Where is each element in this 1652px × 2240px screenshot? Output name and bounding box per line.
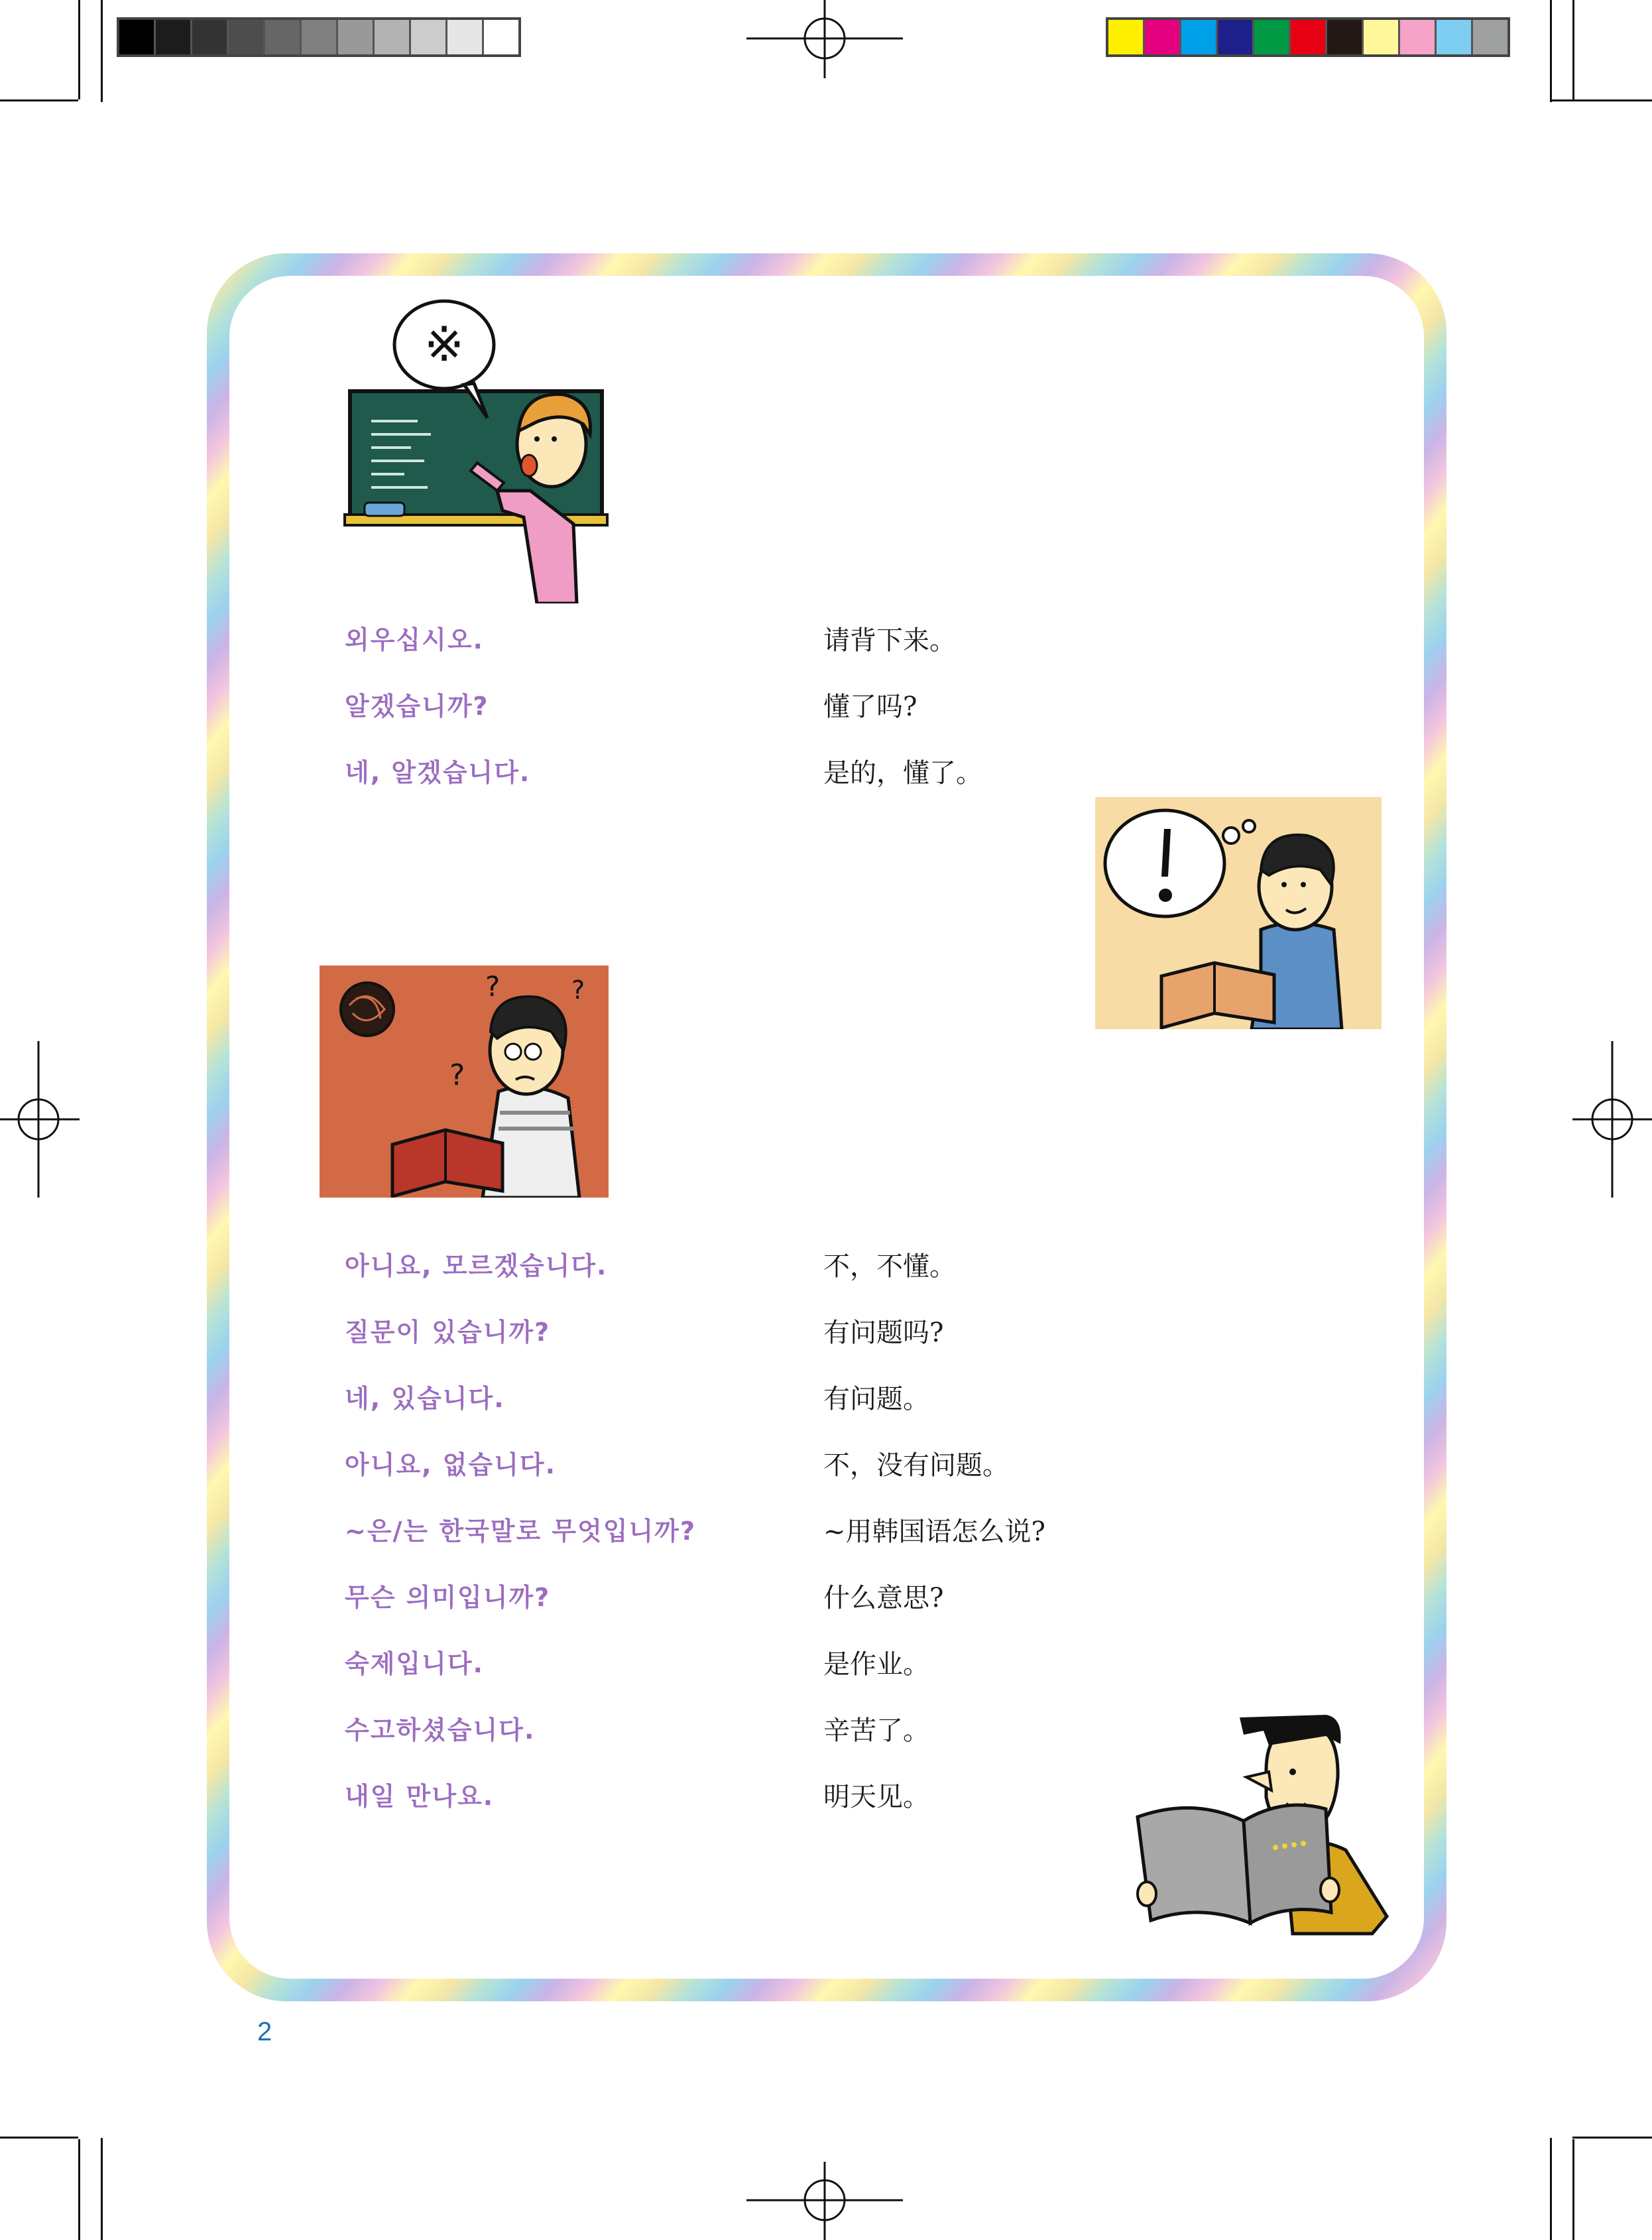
color-swatch [1108,20,1143,54]
registration-mark-right [1572,1041,1652,1198]
registration-mark-top [746,0,903,78]
color-swatch [1325,20,1362,54]
color-swatch [1398,20,1435,54]
color-swatch [1362,20,1398,54]
gray-swatch [409,20,445,54]
gray-swatch [227,20,263,54]
korean-phrase: 외우십시오. [345,625,484,654]
color-swatch [1471,20,1507,54]
chinese-translation: 是的，懂了。 [823,758,982,788]
color-swatch [1143,20,1179,54]
process-color-bar [1106,17,1510,57]
korean-phrase: 숙제입니다. [345,1649,484,1678]
gray-swatch [154,20,190,54]
gray-swatch [190,20,227,54]
svg-text:?: ? [485,970,501,1003]
svg-text:※: ※ [424,316,465,372]
color-swatch [1179,20,1216,54]
page-number: 2 [257,2017,272,2046]
grayscale-color-bar [117,17,521,57]
korean-phrase: 아니요, 모르겠습니다. [345,1251,608,1280]
student-understands-illustration [1095,797,1382,1029]
korean-phrase: 알겠습니까? [345,692,489,721]
color-swatch [1435,20,1471,54]
chinese-translation: 什么意思? [823,1583,944,1613]
chinese-translation: 明天见。 [823,1782,929,1812]
chinese-translation: 是作业。 [823,1649,929,1680]
korean-phrase: 질문이 있습니까? [345,1318,551,1347]
korean-phrase: 무슨 의미입니까? [345,1583,551,1612]
teacher-blackboard-illustration [338,292,617,603]
chinese-translation: 不，不懂。 [823,1251,956,1282]
chinese-translation: 不，没有问题。 [823,1450,1009,1481]
gray-swatch [336,20,373,54]
registration-mark-bottom [746,2162,903,2240]
korean-phrase: 네, 알겠습니다. [345,758,531,787]
chinese-translation: 有问题。 [823,1384,929,1414]
gray-swatch [119,20,154,54]
korean-phrase: 내일 만나요. [345,1782,495,1811]
chinese-translation: 辛苦了。 [823,1715,929,1746]
gray-swatch [445,20,482,54]
svg-text:?: ? [571,975,585,1005]
chinese-translation: 懂了吗? [823,692,917,722]
color-swatch [1216,20,1252,54]
man-reading-illustration [1127,1698,1392,1936]
korean-phrase: 아니요, 없습니다. [345,1450,557,1479]
chinese-translation: 有问题吗? [823,1318,944,1348]
student-confused-illustration [320,965,609,1198]
color-swatch [1289,20,1325,54]
svg-text:?: ? [449,1058,465,1092]
gray-swatch [263,20,300,54]
korean-phrase: 수고하셨습니다. [345,1715,536,1745]
chinese-translation: 请背下来。 [823,625,956,656]
registration-mark-left [0,1041,80,1198]
korean-phrase: 네, 있습니다. [345,1384,505,1413]
gray-swatch [482,20,518,54]
korean-phrase: ~은/는 한국말로 무엇입니까? [345,1517,697,1546]
chinese-translation: ~用韩国语怎么说? [823,1517,1045,1547]
color-swatch [1252,20,1289,54]
gray-swatch [300,20,336,54]
gray-swatch [373,20,409,54]
